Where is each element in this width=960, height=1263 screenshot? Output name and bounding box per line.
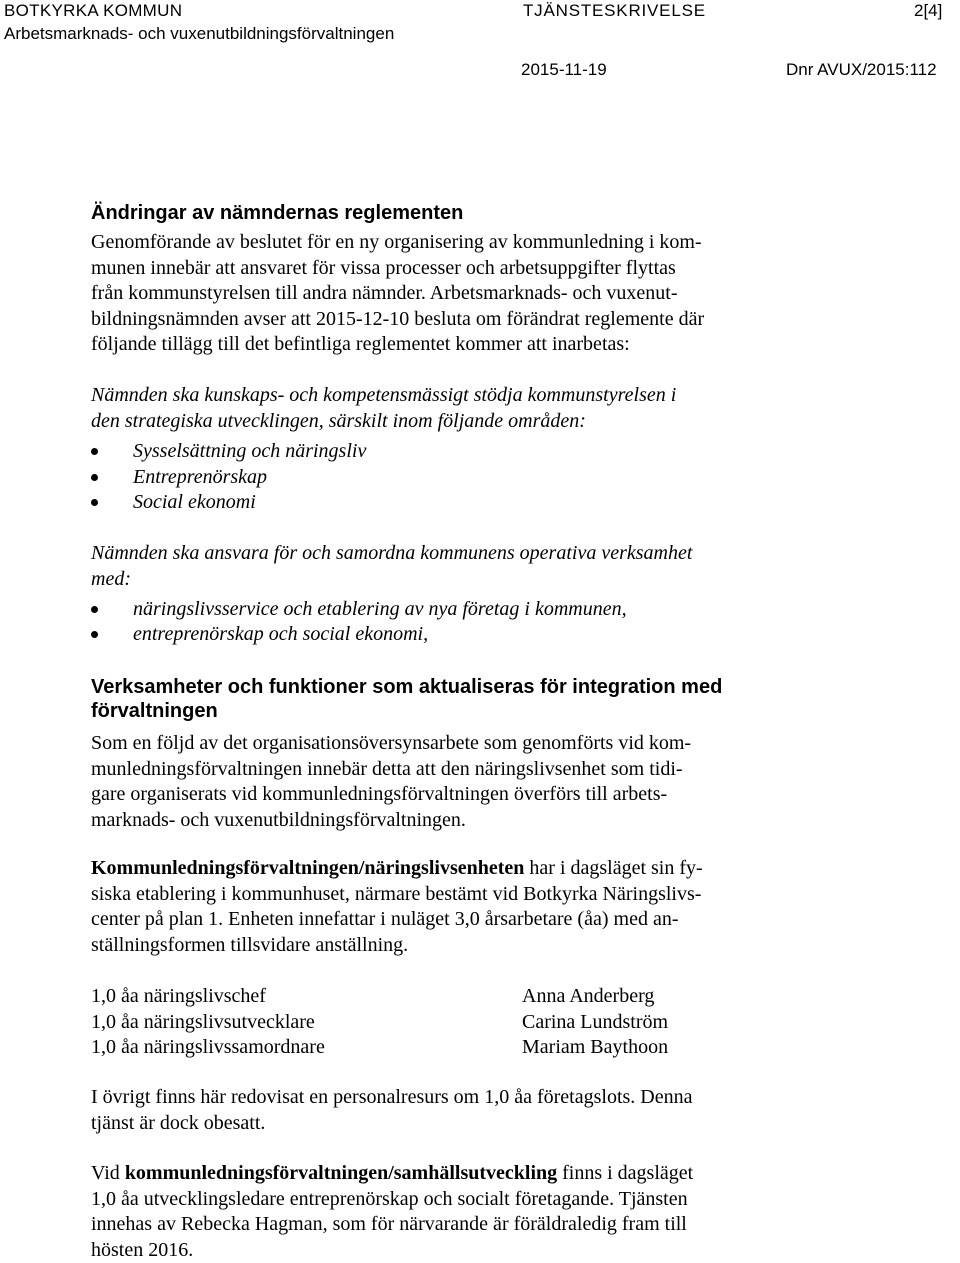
text-line: den strategiska utvecklingen, särskilt inom följande områden: xyxy=(91,409,676,435)
document-date: 2015-11-19 xyxy=(521,60,607,80)
staff-name: Anna Anderberg xyxy=(522,984,654,1010)
text-line: 1,0 åa utvecklingsledare entreprenörskap och socialt företagande. Tjänsten xyxy=(91,1187,693,1213)
list-item-text: näringslivsservice och etablering av nya företag i kommunen, xyxy=(133,597,627,622)
list-item-text: entreprenörskap och social ekonomi, xyxy=(133,622,428,647)
text-line: munledningsförvaltningen innebär detta att den näringslivsenhet som tidi- xyxy=(91,757,691,783)
org-name: BOTKYRKA KOMMUN xyxy=(4,1,182,21)
staff-role: 1,0 åa näringslivssamordnare xyxy=(91,1035,325,1061)
text-line: Vid kommunledningsförvaltningen/samhällsutveckling finns i dagsläget xyxy=(91,1161,693,1187)
staff-name: Mariam Baythoon xyxy=(522,1035,668,1061)
bullet-icon xyxy=(91,499,98,506)
document-type: TJÄNSTESKRIVELSE xyxy=(523,1,706,21)
bullet-icon xyxy=(91,606,98,613)
text-line: Kommunledningsförvaltningen/näringslivsenheten har i dagsläget sin fy- xyxy=(91,856,703,882)
text-line: gare organiserats vid kommunledningsförvaltningen överförs till arbets- xyxy=(91,782,691,808)
text-line: följande tillägg till det befintliga reglementet kommer att inarbetas: xyxy=(91,332,704,358)
paragraph-foretagslots xyxy=(91,1085,693,1136)
text-line: tjänst är dock obesatt. xyxy=(91,1111,693,1137)
bold-term: Kommunledningsförvaltningen/näringslivsenheten xyxy=(91,857,524,879)
text-line: marknads- och vuxenutbildningsförvaltningen. xyxy=(91,808,691,834)
text-line: Genomförande av beslutet för en ny organisering av kommunledning i kom- xyxy=(91,230,704,256)
paragraph-italic-intro-2 xyxy=(91,541,692,592)
paragraph-intro xyxy=(91,230,704,358)
department-name: Arbetsmarknads- och vuxenutbildningsförvaltningen xyxy=(4,24,394,44)
paragraph-integration xyxy=(91,731,691,833)
section-heading-verksamheter xyxy=(91,675,722,723)
heading-line: Verksamheter och funktioner som aktualiseras för integration med xyxy=(91,675,722,699)
section-heading-reglementen: Ändringar av nämndernas reglementen xyxy=(91,201,463,225)
bullet-icon xyxy=(91,474,98,481)
text-line: Nämnden ska kunskaps- och kompetensmässigt stödja kommunstyrelsen i xyxy=(91,383,676,409)
text-line: hösten 2016. xyxy=(91,1238,693,1263)
diary-number: Dnr AVUX/2015:112 xyxy=(786,60,937,80)
text-line: innehas av Rebecka Hagman, som för närvarande är föräldraledig fram till xyxy=(91,1212,693,1238)
staff-name: Carina Lundström xyxy=(522,1010,668,1036)
list-item-text: Social ekonomi xyxy=(133,490,256,515)
list-item-text: Entreprenörskap xyxy=(133,465,267,490)
heading-line: förvaltningen xyxy=(91,699,722,723)
text-line: ställningsformen tillsvidare anställning. xyxy=(91,933,703,959)
text-line: siska etablering i kommunhuset, närmare bestämt vid Botkyrka Näringslivs- xyxy=(91,882,703,908)
bold-term: kommunledningsförvaltningen/samhällsutveckling xyxy=(125,1162,557,1184)
text-line: bildningsnämnden avser att 2015-12-10 besluta om förändrat reglemente där xyxy=(91,307,704,333)
page-number: 2[4] xyxy=(914,1,942,21)
list-item-text: Sysselsättning och näringsliv xyxy=(133,439,366,464)
text-line: med: xyxy=(91,567,692,593)
staff-role: 1,0 åa näringslivschef xyxy=(91,984,266,1010)
bullet-icon xyxy=(91,631,98,638)
text-line: från kommunstyrelsen till andra nämnder. Arbetsmarknads- och vuxenut- xyxy=(91,281,704,307)
text-line: I övrigt finns här redovisat en personalresurs om 1,0 åa företagslots. Denna xyxy=(91,1085,693,1111)
bullet-icon xyxy=(91,448,98,455)
text-line: Nämnden ska ansvara för och samordna kommunens operativa verksamhet xyxy=(91,541,692,567)
text-line: munen innebär att ansvaret för vissa processer och arbetsuppgifter flyttas xyxy=(91,256,704,282)
staff-role: 1,0 åa näringslivsutvecklare xyxy=(91,1010,315,1036)
paragraph-samhallsutveckling xyxy=(91,1161,693,1263)
paragraph-naringslivsenheten xyxy=(91,856,703,958)
text-line: center på plan 1. Enheten innefattar i nuläget 3,0 årsarbetare (åa) med an- xyxy=(91,907,703,933)
text-line: Som en följd av det organisationsöversynsarbete som genomförts vid kom- xyxy=(91,731,691,757)
paragraph-italic-intro xyxy=(91,383,676,434)
